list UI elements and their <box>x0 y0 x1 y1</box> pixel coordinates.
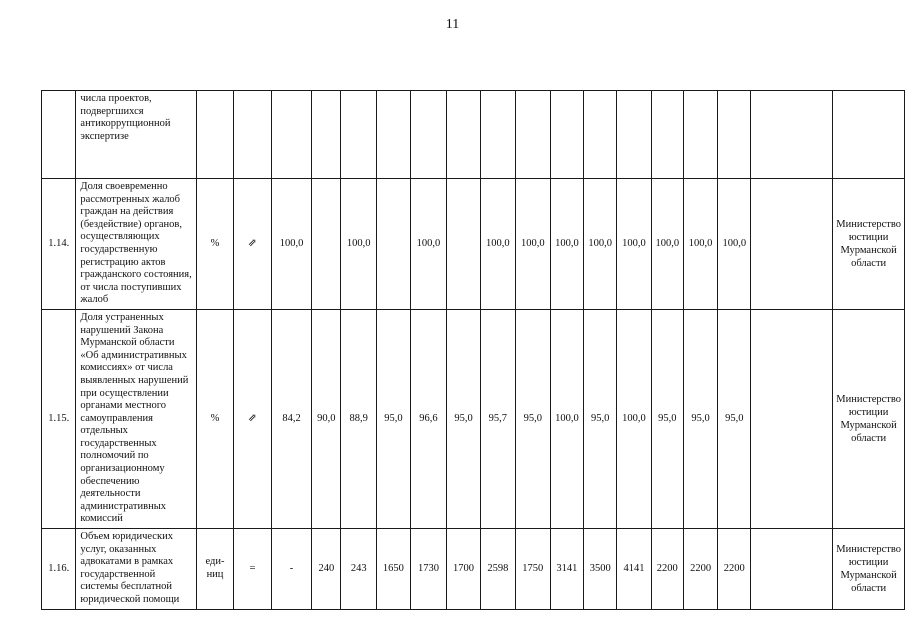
value-cell: 88,9 <box>341 309 377 528</box>
value-cell <box>410 91 447 179</box>
value-cell <box>651 91 684 179</box>
value-cell <box>312 179 341 310</box>
value-cell: 1750 <box>515 529 550 610</box>
value-cell: 96,6 <box>410 309 447 528</box>
responsible-authority <box>833 91 905 179</box>
value-cell: 100,0 <box>617 179 651 310</box>
value-cell: 100,0 <box>341 179 377 310</box>
trend-arrow-icon <box>234 91 272 179</box>
unit-cell: % <box>196 309 233 528</box>
value-cell <box>377 91 411 179</box>
value-cell: 95,0 <box>377 309 411 528</box>
value-cell: 100,0 <box>617 309 651 528</box>
table-row <box>42 179 905 310</box>
value-cell: 100,0 <box>410 179 447 310</box>
unit-cell: % <box>196 179 233 310</box>
responsible-authority: Министерство юстиции Мурманской области <box>833 179 905 310</box>
trend-arrow-icon: ⇗ <box>234 179 272 310</box>
indicator-name: числа проектов, подвергшихся антикоррупционной экспертизе <box>76 91 196 179</box>
value-cell <box>377 179 411 310</box>
value-cell <box>312 91 341 179</box>
row-number <box>42 91 76 179</box>
trend-arrow-icon: ⇗ <box>234 309 272 528</box>
value-cell <box>341 91 377 179</box>
responsible-authority: Министерство юстиции Мурманской области <box>833 309 905 528</box>
value-cell <box>684 91 718 179</box>
value-cell: 84,2 <box>271 309 312 528</box>
responsible-authority: Министерство юстиции Мурманской области <box>833 529 905 610</box>
value-cell <box>550 91 583 179</box>
value-cell: - <box>271 529 312 610</box>
value-cell: 2200 <box>684 529 718 610</box>
row-number: 1.15. <box>42 309 76 528</box>
table-row <box>42 91 905 179</box>
indicators-table <box>41 90 905 610</box>
value-cell <box>751 91 833 179</box>
unit-cell: еди-ниц <box>196 529 233 610</box>
trend-arrow-icon: = <box>234 529 272 610</box>
table-row <box>42 309 905 528</box>
value-cell: 95,0 <box>651 309 684 528</box>
value-cell <box>480 91 515 179</box>
value-cell <box>447 179 481 310</box>
value-cell <box>515 91 550 179</box>
value-cell: 100,0 <box>584 179 617 310</box>
value-cell: 3500 <box>584 529 617 610</box>
value-cell: 95,0 <box>447 309 481 528</box>
value-cell: 100,0 <box>550 309 583 528</box>
indicator-name: Доля своевременно рассмотренных жалоб граждан на действия (бездействие) органов, осуществляющих государственную регистрацию актов гражданского состояния, от числа поступивших жалоб <box>76 179 196 310</box>
value-cell: 4141 <box>617 529 651 610</box>
table-row <box>42 529 905 610</box>
value-cell <box>271 91 312 179</box>
value-cell: 240 <box>312 529 341 610</box>
value-cell: 95,0 <box>718 309 751 528</box>
value-cell: 100,0 <box>480 179 515 310</box>
value-cell: 243 <box>341 529 377 610</box>
value-cell: 95,0 <box>515 309 550 528</box>
value-cell: 1650 <box>377 529 411 610</box>
value-cell: 1730 <box>410 529 447 610</box>
value-cell <box>447 91 481 179</box>
value-cell: 100,0 <box>515 179 550 310</box>
value-cell <box>751 529 833 610</box>
indicator-name: Доля устраненных нарушений Закона Мурманской области «Об административных комиссиях» от числа выявленных нарушений при осуществлении органами местного самоуправления отдельных государственных полномочий по организационному обеспечению деятельности административных комиссий <box>76 309 196 528</box>
value-cell <box>751 309 833 528</box>
value-cell: 95,0 <box>584 309 617 528</box>
value-cell: 2200 <box>651 529 684 610</box>
value-cell <box>584 91 617 179</box>
table-body <box>42 91 905 610</box>
value-cell <box>751 179 833 310</box>
value-cell: 2598 <box>480 529 515 610</box>
value-cell: 3141 <box>550 529 583 610</box>
value-cell: 100,0 <box>718 179 751 310</box>
value-cell: 100,0 <box>271 179 312 310</box>
value-cell: 100,0 <box>684 179 718 310</box>
indicator-name: Объем юридических услуг, оказанных адвокатами в рамках государственной системы бесплатной юридической помощи <box>76 529 196 610</box>
row-number: 1.14. <box>42 179 76 310</box>
value-cell: 1700 <box>447 529 481 610</box>
value-cell: 90,0 <box>312 309 341 528</box>
page-number: 11 <box>445 17 460 32</box>
value-cell: 95,0 <box>684 309 718 528</box>
value-cell: 100,0 <box>651 179 684 310</box>
value-cell <box>718 91 751 179</box>
value-cell: 95,7 <box>480 309 515 528</box>
value-cell <box>617 91 651 179</box>
value-cell: 2200 <box>718 529 751 610</box>
value-cell: 100,0 <box>550 179 583 310</box>
unit-cell <box>196 91 233 179</box>
row-number: 1.16. <box>42 529 76 610</box>
